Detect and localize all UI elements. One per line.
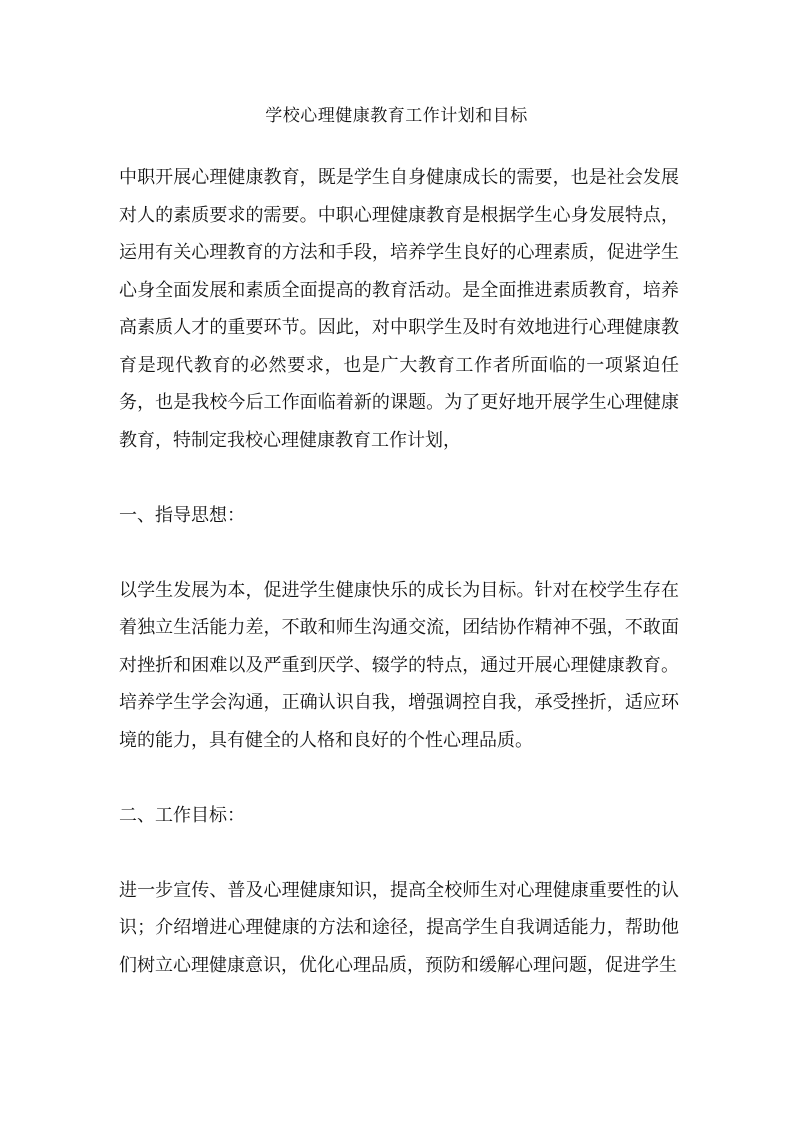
section-heading-work-goals: 二、工作目标： [119,804,245,826]
paragraph-spacer [119,534,679,572]
paragraph-spacer [119,459,679,497]
paragraph-spacer [119,759,679,797]
intro-paragraph: 中职开展心理健康教育，既是学生自身健康成长的需要，也是社会发展对人的素质要求的需要。中职心理健康教育是根据学生心身发展特点，运用有关心理教育的方法和手段，培养学生良好的心理素质，促进学生心身全面发展和素质全面提高的教育活动。是全面推进素质教育，培养高素质人才的重要环节。因此，对中职学生及时有效地进行心理健康教育是现代教育的必然要求，也是广大教育工作者所面临的一项紧迫任务，也是我校今后工作面临着新的课题。为了更好地开展学生心理健康教育，特制定我校心理健康教育工作计划， [119,167,679,451]
document-title: 学校心理健康教育工作计划和目标 [265,106,528,126]
document-body [119,159,679,984]
section-body-guiding-ideology: 以学生发展为本，促进学生健康快乐的成长为目标。针对在校学生存在着独立生活能力差，不敢和师生沟通交流，团结协作精神不强，不敢面对挫折和困难以及严重到厌学、辍学的特点，通过开展心理健康教育。培养学生学会沟通，正确认识自我，增强调控自我，承受挫折，适应环境的能力，具有健全的人格和良好的个性心理品质。 [119,579,679,751]
paragraph-spacer [119,834,679,872]
section-body-work-goals: 进一步宣传、普及心理健康知识，提高全校师生对心理健康重要性的认识；介绍增进心理健康的方法和途径，提高学生自我调适能力，帮助他们树立心理健康意识，优化心理品质，预防和缓解心理问题，促进学生 [119,879,679,976]
section-heading-guiding-ideology: 一、指导思想： [119,504,245,526]
